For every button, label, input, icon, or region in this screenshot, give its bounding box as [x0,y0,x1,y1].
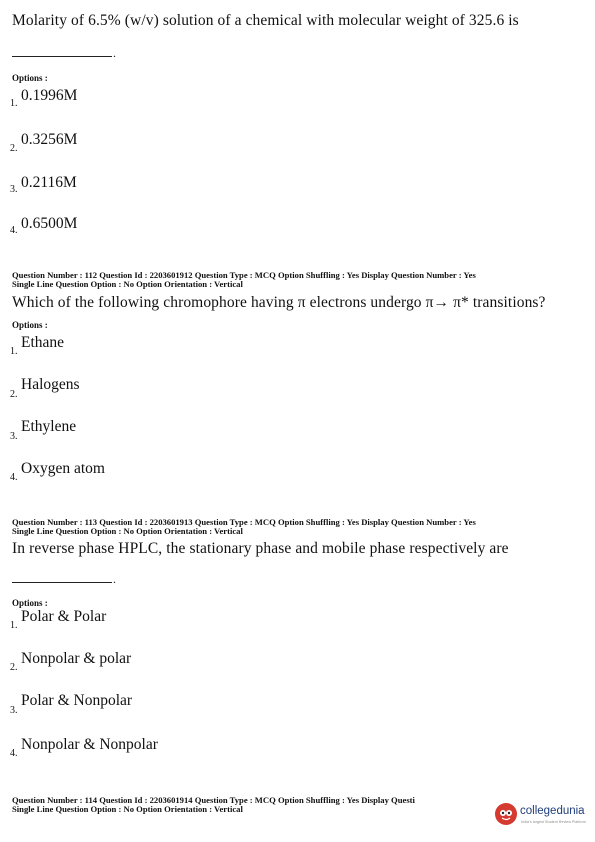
question-meta: Question Number : 112 Question Id : 2203601912 Question Type : MCQ Option Shuffling : Yes Display Question Number : Yes [12,270,476,280]
option-text[interactable]: Halogens [21,376,80,393]
blank-suffix: . [113,572,116,586]
question-meta: Question Number : 113 Question Id : 2203601913 Question Type : MCQ Option Shuffling : Yes Display Question Number : Yes [12,517,476,527]
option-text[interactable]: 0.3256M [21,131,78,148]
option-number: 1. [10,620,18,631]
answer-blank [12,582,112,583]
logo-name: collegedunia [520,805,585,817]
option-text[interactable]: Ethylene [21,418,77,435]
option-text[interactable]: Oxygen atom [21,460,105,477]
option-number: 1. [10,346,18,357]
option-number: 4. [10,225,18,236]
question-meta-2: Single Line Question Option : No Option Orientation : Vertical [12,804,243,814]
question-meta-2: Single Line Question Option : No Option Orientation : Vertical [12,526,243,536]
options-label: Options : [12,320,48,330]
option-number: 4. [10,472,18,483]
option-text[interactable]: 0.2116M [21,174,77,191]
question-text: Which of the following chromophore having π electrons undergo π→ π* transitions? [12,294,546,311]
logo-mascot-icon [495,803,517,825]
option-text[interactable]: Polar & Nonpolar [21,692,133,709]
question-meta: Question Number : 114 Question Id : 2203601914 Question Type : MCQ Option Shuffling : Yes Display Questi [12,795,415,805]
option-text[interactable]: Nonpolar & Nonpolar [21,736,158,753]
option-text[interactable]: Polar & Polar [21,608,107,625]
option-number: 3. [10,431,18,442]
option-number: 2. [10,143,18,154]
option-text[interactable]: 0.1996M [21,87,78,104]
option-number: 3. [10,705,18,716]
option-number: 3. [10,184,18,195]
option-text[interactable]: 0.6500M [21,215,78,232]
option-number: 1. [10,98,18,109]
question-text: In reverse phase HPLC, the stationary phase and mobile phase respectively are [12,540,509,557]
option-number: 2. [10,389,18,400]
collegedunia-logo [495,801,595,835]
answer-blank [12,56,112,57]
logo-tagline: India's largest Student Review Platform [521,820,586,824]
option-text[interactable]: Nonpolar & polar [21,650,132,667]
option-text[interactable]: Ethane [21,334,65,351]
options-label: Options : [12,598,48,608]
question-text: Molarity of 6.5% (w/v) solution of a chemical with molecular weight of 325.6 is [12,12,519,29]
blank-suffix: . [113,46,116,60]
option-number: 2. [10,662,18,673]
options-label: Options : [12,73,48,83]
option-number: 4. [10,748,18,759]
question-meta-2: Single Line Question Option : No Option Orientation : Vertical [12,279,243,289]
